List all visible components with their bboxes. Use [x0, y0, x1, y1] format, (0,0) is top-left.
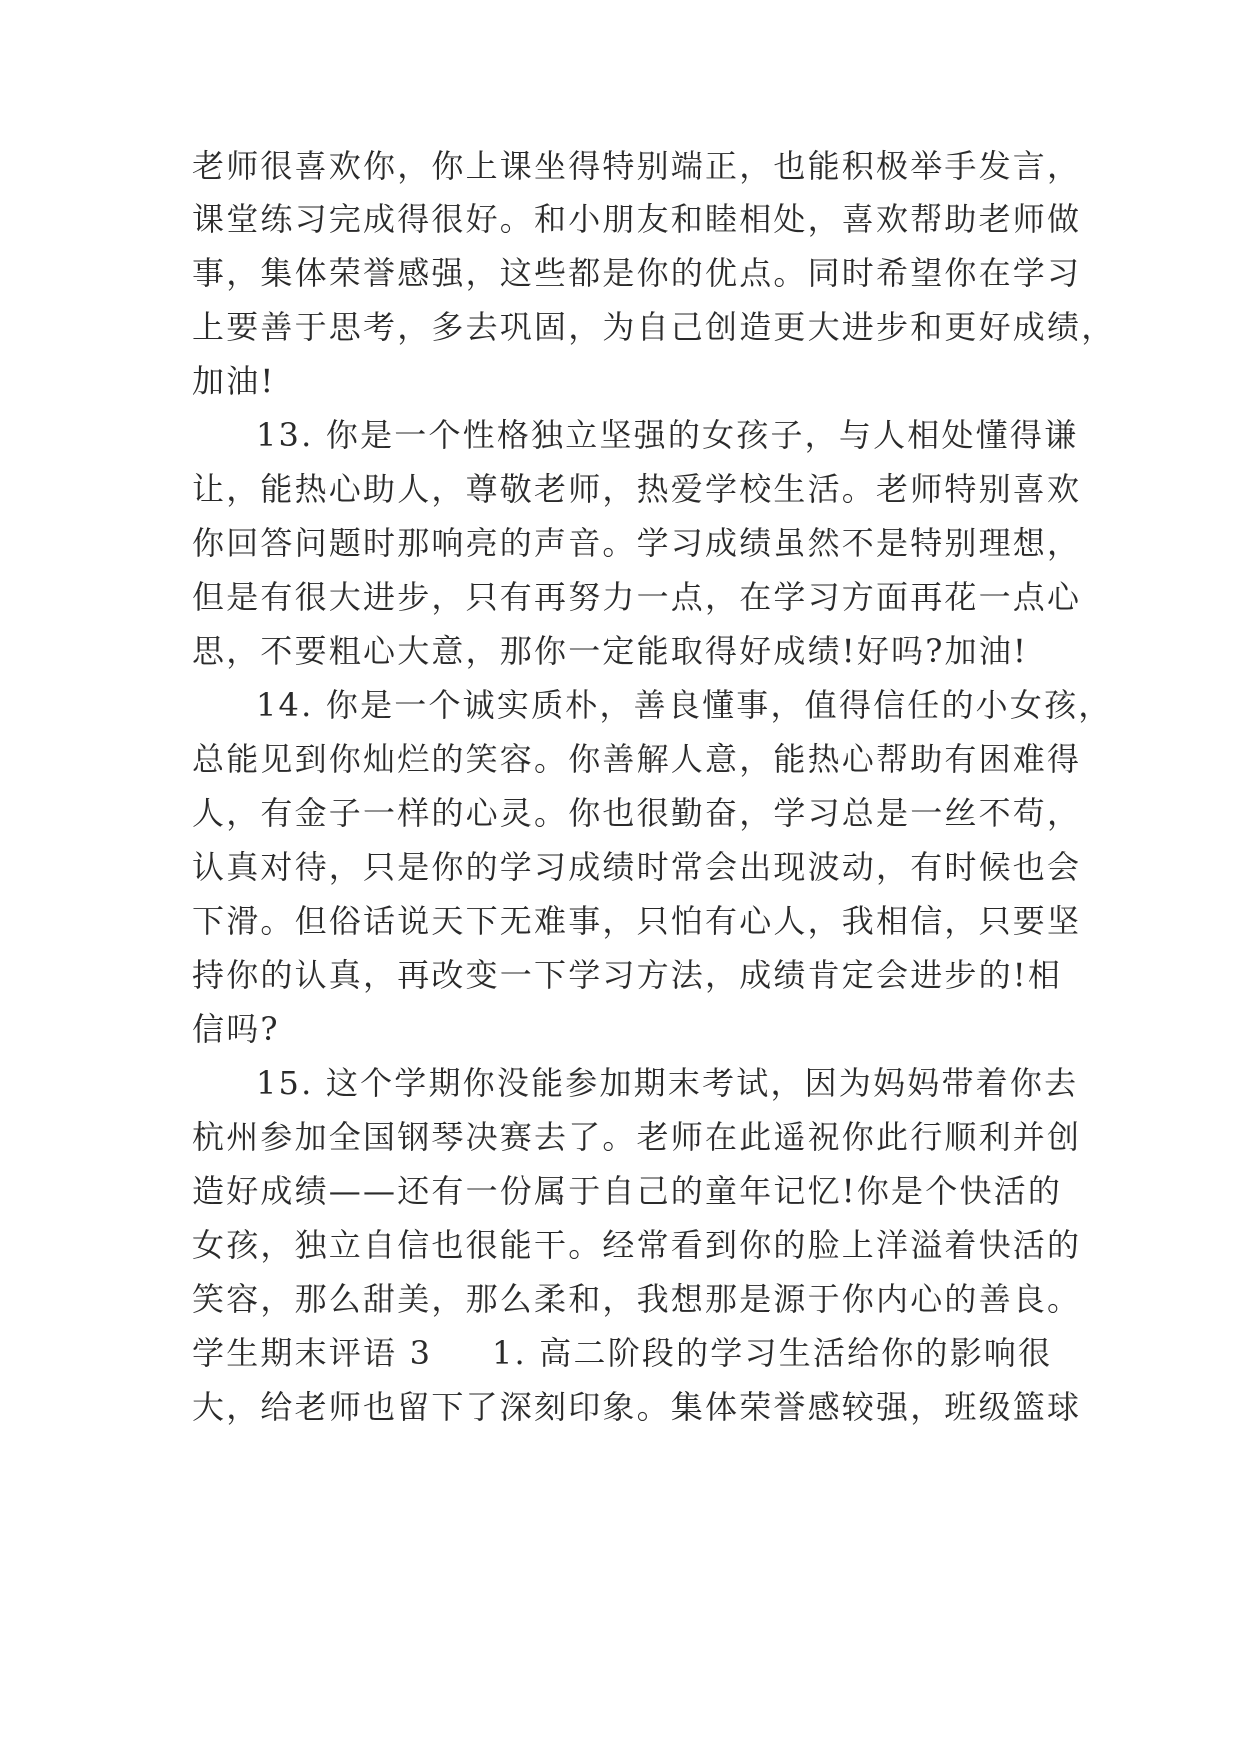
text-line: 但是有很大进步，只有再努力一点，在学习方面再花一点心 [192, 578, 1082, 616]
text-line: 杭州参加全国钢琴决赛去了。老师在此遥祝你此行顺利并创 [192, 1118, 1082, 1156]
text-line: 大，给老师也留下了深刻印象。集体荣誉感较强，班级篮球 [192, 1388, 1082, 1426]
text-line: 老师很喜欢你，你上课坐得特别端正，也能积极举手发言， [192, 147, 1082, 185]
text-line: 信吗? [192, 1010, 280, 1048]
text-line: 认真对待，只是你的学习成绩时常会出现波动，有时候也会 [192, 848, 1082, 886]
section-heading-line [192, 1333, 1072, 1373]
text-line: 上要善于思考，多去巩固，为自己创造更大进步和更好成绩， [192, 308, 1116, 346]
section-first-item: 1. 高二阶段的学习生活给你的影响很 [492, 1334, 1053, 1372]
text-line: 让，能热心助人，尊敬老师，热爱学校生活。老师特别喜欢 [192, 470, 1082, 508]
text-line: 总能见到你灿烂的笑容。你善解人意，能热心帮助有困难得 [192, 740, 1082, 778]
text-line: 思，不要粗心大意，那你一定能取得好成绩!好吗?加油! [192, 632, 1029, 670]
paragraph-14-start: 14. 你是一个诚实质朴，善良懂事，值得信任的小女孩， [256, 686, 1113, 724]
text-line: 事，集体荣誉感强，这些都是你的优点。同时希望你在学习 [192, 254, 1082, 292]
text-line: 笑容，那么甜美，那么柔和，我想那是源于你内心的善良。 [192, 1280, 1082, 1318]
text-line: 课堂练习完成得很好。和小朋友和睦相处，喜欢帮助老师做 [192, 200, 1082, 238]
paragraph-13-start: 13. 你是一个性格独立坚强的女孩子，与人相处懂得谦 [256, 416, 1079, 454]
text-line: 造好成绩——还有一份属于自己的童年记忆!你是个快活的 [192, 1172, 1063, 1210]
text-line: 女孩，独立自信也很能干。经常看到你的脸上洋溢着快活的 [192, 1226, 1082, 1264]
text-line: 你回答问题时那响亮的声音。学习成绩虽然不是特别理想， [192, 524, 1082, 562]
text-line: 人，有金子一样的心灵。你也很勤奋，学习总是一丝不苟， [192, 794, 1082, 832]
section-title: 学生期末评语 3 [192, 1334, 433, 1372]
text-line: 下滑。但俗话说天下无难事，只怕有心人，我相信，只要坚 [192, 902, 1082, 940]
paragraph-15-start: 15. 这个学期你没能参加期末考试，因为妈妈带着你去 [256, 1064, 1079, 1102]
text-line: 加油! [192, 362, 276, 400]
text-line: 持你的认真，再改变一下学习方法，成绩肯定会进步的!相 [192, 956, 1063, 994]
